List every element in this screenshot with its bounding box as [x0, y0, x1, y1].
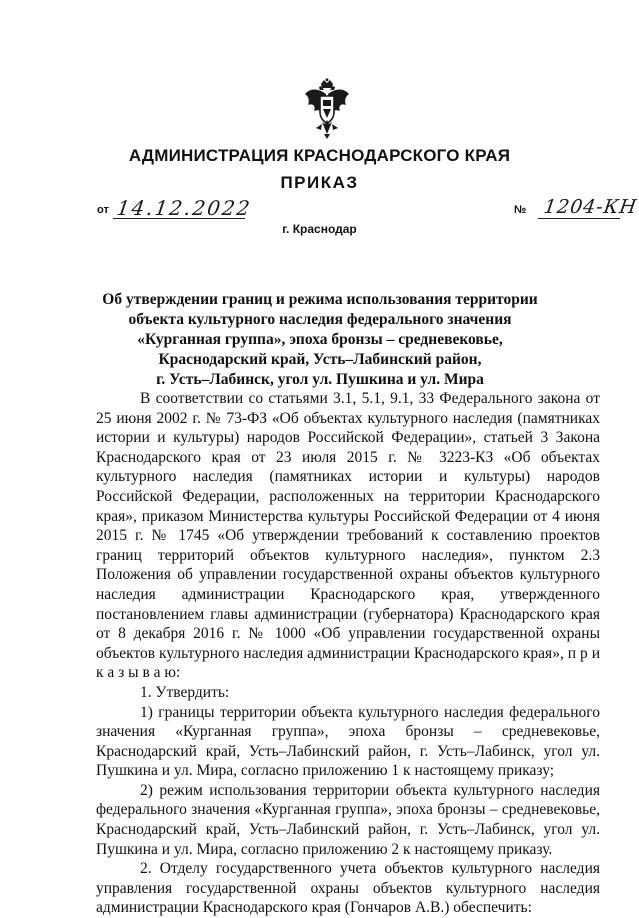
title-line: Об утверждении границ и режима использования территории [102, 291, 538, 308]
handwritten-date: 14.12.2022 [115, 196, 254, 220]
document-type: ПРИКАЗ [280, 173, 359, 192]
title-line: объекта культурного наследия федерального значения [128, 311, 512, 328]
city-name: г. Краснодар [282, 222, 357, 236]
order-item-1: 1. Утвердить: [140, 683, 230, 701]
date-label: от [97, 204, 109, 216]
order-subitem-1: 1) границы территории объекта культурного наследия федерального значения «Курганная группа», эпоха бронзы – средневековье, Краснодарский край, Усть–Лабинский район, г. Усть–Лабинск, угол ул. Пушкина и ул. Мира, согласно приложению 1 к настоящему приказу; [96, 703, 600, 780]
order-subitem-2: 2) режим использования территории объекта культурного наследия федерального значения «Курганная группа», эпоха бронзы – средневековье, Краснодарский край, Усть–Лабинский район, г. Усть–Лабинск, угол ул. Пушкина и ул. Мира, согласно приложению 2 к настоящему приказу. [96, 781, 600, 858]
organization-name: АДМИНИСТРАЦИЯ КРАСНОДАРСКОГО КРАЯ [128, 146, 511, 165]
handwritten-number: 1204-КН [542, 196, 639, 218]
title-line: Краснодарский край, Усть–Лабинский район, [158, 351, 482, 368]
title-line: «Курганная группа», эпоха бронзы – средневековье, [137, 331, 503, 348]
document-body [96, 389, 600, 918]
coat-of-arms-icon [304, 78, 350, 140]
title-line: г. Усть–Лабинск, угол ул. Пушкина и ул. Мира [156, 371, 484, 388]
document-title [90, 290, 550, 390]
preamble-paragraph: В соответствии со статьями 3.1, 5.1, 9.1, 33 Федерального закона от 25 июня 2002 г. № 73-ФЗ «Об объектах культурного наследия (памятниках истории и культуры) народов Российской Федерации», статьей 3 Закона Краснодарского края от 23 июля 2015 г. № 3223-КЗ «Об объектах культурного наследия (памятниках истории и культуры) народов Российской Федерации, расположенных на территории Краснодарского края», приказом Министерства культуры Российской Федерации от 4 июня 2015 г. № 1745 «Об утверждении требований к составлению проектов границ территорий объектов культурного наследия», пунктом 2.3 Положения об управлении государственной охраны объектов культурного наследия администрации Краснодарского края, утвержденного постановлением главы администрации (губернатора) Краснодарского края от 8 декабря 2016 г. № 1000 «Об управлении государственной охраны объектов культурного наследия администрации Краснодарского края», п р и к а з ы в а ю: [96, 390, 600, 682]
number-underline [538, 218, 620, 219]
number-label: № [514, 204, 527, 216]
order-item-2: 2. Отделу государственного учета объектов культурного наследия управления государственной охраны объектов культурного наследия администрации Краснодарского края (Гончаров А.В.) обеспечить: [96, 860, 600, 917]
